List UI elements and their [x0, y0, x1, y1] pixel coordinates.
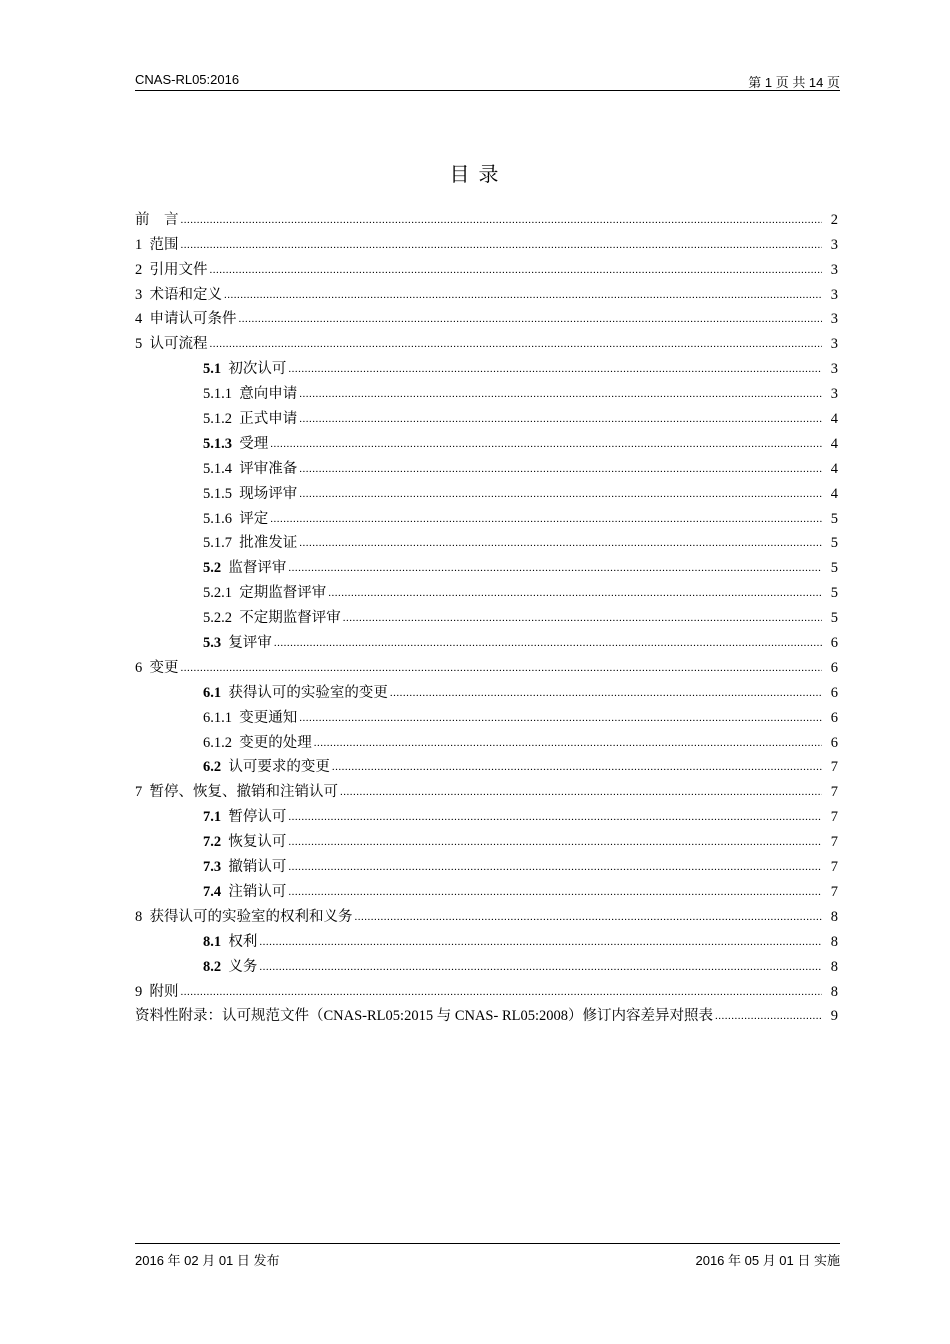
- toc-entry[interactable]: [135, 279, 838, 304]
- toc-entry[interactable]: [135, 776, 838, 801]
- toc-entry-text: 申请认可条件: [149, 311, 237, 328]
- toc-entry-text: 术语和定义: [149, 286, 222, 303]
- page-info: 第 1 页 共 14 页: [748, 75, 840, 90]
- toc-entry[interactable]: [135, 801, 838, 826]
- toc-entry-number: 5.1.6: [203, 510, 232, 527]
- toc-page-number: 8: [830, 933, 838, 950]
- toc-entry-label: [203, 360, 286, 378]
- toc-page-number: 7: [830, 784, 838, 801]
- toc-entry[interactable]: [135, 304, 838, 329]
- toc-entry-label: [203, 958, 257, 976]
- toc-entry-number: 5.2.2: [203, 610, 232, 627]
- toc-page-number: 4: [830, 460, 838, 477]
- toc-entry[interactable]: [135, 901, 838, 926]
- toc-entry-label: [203, 435, 268, 453]
- toc-entry-number: 8: [135, 908, 143, 925]
- toc-entry-number: 3: [135, 286, 143, 303]
- toc-entry[interactable]: [135, 951, 838, 976]
- toc-entry-text: 不定期监督评审: [239, 610, 341, 627]
- toc-leader-dots: [181, 210, 823, 229]
- toc-entry-text: 暂停认可: [228, 809, 287, 826]
- toc-entry-number: 1: [135, 236, 143, 253]
- toc-page-number: 3: [830, 261, 838, 278]
- toc-entry-text: 言: [164, 211, 179, 228]
- toc-entry[interactable]: [135, 453, 838, 478]
- toc-entry-label: [135, 983, 179, 1001]
- toc-entry-number: 5.1.4: [203, 460, 232, 477]
- toc-page-number: 6: [830, 659, 838, 676]
- toc-entry-text: 暂停、恢复、撤销和注销认可: [149, 784, 338, 801]
- toc-leader-dots: [210, 334, 823, 353]
- toc-entry-number: 5.1.2: [203, 411, 232, 428]
- toc-leader-dots: [259, 957, 822, 976]
- toc-leader-dots: [299, 384, 822, 403]
- toc-leader-dots: [715, 1006, 822, 1025]
- toc-entry-number: 6.1: [203, 684, 222, 701]
- toc-entry-text: 认可规范文件（CNAS-RL05:2015 与 CNAS- RL05:2008）修订内容差异对照表: [222, 1008, 714, 1025]
- toc-entry-text: 正式申请: [239, 411, 298, 428]
- toc-entry[interactable]: [135, 503, 838, 528]
- toc-entry[interactable]: [135, 353, 838, 378]
- toc-leader-dots: [288, 807, 822, 826]
- toc-leader-dots: [288, 832, 822, 851]
- toc-leader-dots: [340, 782, 822, 801]
- toc-page-number: 6: [830, 684, 838, 701]
- toc-leader-dots: [274, 633, 822, 652]
- toc-entry-number: 6.1.1: [203, 709, 232, 726]
- toc-page-number: 8: [830, 958, 838, 975]
- toc-entry-text: 附则: [149, 983, 179, 1000]
- toc-entry-label: [203, 758, 330, 776]
- toc-entry[interactable]: [135, 254, 838, 279]
- toc-page-number: 6: [830, 635, 838, 652]
- toc-page-number: 7: [830, 809, 838, 826]
- toc-entry-number: 7.2: [203, 834, 222, 851]
- publish-date: 2016 年 02 月 01 日 发布: [135, 1253, 280, 1268]
- toc-entry-text: 意向申请: [239, 386, 298, 403]
- toc-page-number: 6: [830, 734, 838, 751]
- toc-entry[interactable]: [135, 378, 838, 403]
- toc-entry[interactable]: [135, 826, 838, 851]
- toc-entry-label: [203, 410, 297, 428]
- toc-entry-text: 监督评审: [228, 560, 287, 577]
- toc-page-number: 3: [830, 361, 838, 378]
- toc-leader-dots: [299, 409, 822, 428]
- toc-entry-number: 5.1: [203, 361, 222, 378]
- toc-entry-label: [135, 236, 179, 254]
- toc-entry-label: [135, 783, 338, 801]
- toc-entry-label: [203, 684, 388, 702]
- toc-entry[interactable]: [135, 428, 838, 453]
- toc-entry-label: [203, 634, 272, 652]
- toc-entry[interactable]: [135, 652, 838, 677]
- toc-entry-number: 5.3: [203, 635, 222, 652]
- toc-entry[interactable]: [135, 577, 838, 602]
- toc-entry-label: [135, 1007, 713, 1025]
- toc-entry-label: [203, 883, 286, 901]
- toc-entry-number: 5.1.5: [203, 485, 232, 502]
- toc-page-number: 5: [830, 610, 838, 627]
- toc-leader-dots: [181, 982, 823, 1001]
- toc-entry-text: 获得认可的实验室的权利和义务: [149, 908, 353, 925]
- toc-entry[interactable]: [135, 328, 838, 353]
- toc-entry-text: 获得认可的实验室的变更: [228, 684, 388, 701]
- toc-entry-number: 5.1.7: [203, 535, 232, 552]
- toc-entry-label: [135, 908, 353, 926]
- toc-leader-dots: [239, 309, 823, 328]
- toc-entry[interactable]: [135, 976, 838, 1001]
- toc-entry-label: [135, 310, 237, 328]
- toc-entry-number: 前: [135, 211, 150, 228]
- toc-entry-label: [203, 734, 312, 752]
- toc-entry-number: 7.3: [203, 859, 222, 876]
- table-of-contents: [135, 204, 838, 1025]
- toc-entry-text: 现场评审: [239, 485, 298, 502]
- toc-entry-number: 7.1: [203, 809, 222, 826]
- toc-page-number: 3: [830, 386, 838, 403]
- toc-leader-dots: [181, 658, 823, 677]
- toc-entry-number: 5.2.1: [203, 585, 232, 602]
- toc-page-number: 7: [830, 883, 838, 900]
- toc-entry[interactable]: [135, 702, 838, 727]
- toc-entry-label: [203, 609, 341, 627]
- toc-title: 目 录: [449, 164, 501, 186]
- toc-entry-text: 变更通知: [239, 709, 298, 726]
- toc-entry-text: 引用文件: [149, 261, 208, 278]
- toc-entry[interactable]: [135, 602, 838, 627]
- toc-entry-label: [203, 460, 297, 478]
- toc-leader-dots: [288, 558, 822, 577]
- toc-entry-text: 撤销认可: [228, 859, 287, 876]
- toc-leader-dots: [259, 932, 822, 951]
- toc-entry-text: 评审准备: [239, 460, 298, 477]
- toc-page-number: 7: [830, 834, 838, 851]
- toc-entry-number: 6.1.2: [203, 734, 232, 751]
- toc-page-number: 4: [830, 435, 838, 452]
- toc-entry-label: [135, 261, 208, 279]
- toc-entry-label: [203, 510, 268, 528]
- toc-entry-number: 6: [135, 659, 143, 676]
- toc-entry-label: [203, 534, 297, 552]
- toc-page-number: 2: [830, 211, 838, 228]
- toc-entry-label: [135, 211, 179, 229]
- toc-entry-label: [203, 833, 286, 851]
- toc-leader-dots: [210, 260, 823, 279]
- toc-entry-number: 8.2: [203, 958, 222, 975]
- toc-entry-label: [203, 485, 297, 503]
- toc-leader-dots: [314, 733, 822, 752]
- toc-entry-label: [203, 709, 297, 727]
- toc-page-number: 9: [830, 1008, 838, 1025]
- toc-entry[interactable]: [135, 528, 838, 553]
- toc-entry-number: 4: [135, 311, 143, 328]
- toc-leader-dots: [299, 533, 822, 552]
- toc-entry-number: 5.1.3: [203, 435, 232, 452]
- toc-page-number: 6: [830, 709, 838, 726]
- toc-entry-number: 6.2: [203, 759, 222, 776]
- toc-entry[interactable]: [135, 229, 838, 254]
- toc-entry-text: 评定: [239, 510, 269, 527]
- toc-page-number: 8: [830, 983, 838, 1000]
- toc-entry-number: 5.2: [203, 560, 222, 577]
- toc-entry[interactable]: [135, 403, 838, 428]
- toc-entry-number: 9: [135, 983, 143, 1000]
- toc-entry-number: 资料性附录：: [135, 1008, 222, 1025]
- toc-leader-dots: [288, 857, 822, 876]
- toc-leader-dots: [343, 608, 822, 627]
- toc-entry-text: 变更的处理: [239, 734, 312, 751]
- page-header: [135, 70, 840, 91]
- toc-entry-number: 2: [135, 261, 143, 278]
- toc-entry[interactable]: [135, 1001, 838, 1026]
- toc-leader-dots: [288, 882, 822, 901]
- toc-entry[interactable]: [135, 552, 838, 577]
- toc-entry[interactable]: [135, 876, 838, 901]
- toc-entry-number: 5.1.1: [203, 386, 232, 403]
- toc-entry-number: 7.4: [203, 883, 222, 900]
- toc-page-number: 5: [830, 560, 838, 577]
- document-id: CNAS-RL05:2016: [135, 72, 240, 87]
- toc-page-number: 4: [830, 485, 838, 502]
- toc-page-number: 5: [830, 510, 838, 527]
- toc-entry[interactable]: [135, 627, 838, 652]
- toc-page-number: 7: [830, 859, 838, 876]
- toc-page-number: 3: [830, 336, 838, 353]
- toc-leader-dots: [270, 509, 822, 528]
- toc-leader-dots: [390, 683, 822, 702]
- toc-leader-dots: [299, 484, 822, 503]
- toc-leader-dots: [288, 359, 822, 378]
- toc-leader-dots: [181, 235, 823, 254]
- toc-entry-text: 初次认可: [228, 361, 287, 378]
- toc-entry-text: 权利: [228, 933, 258, 950]
- toc-page-number: 3: [830, 286, 838, 303]
- toc-entry[interactable]: [135, 851, 838, 876]
- toc-page-number: 8: [830, 908, 838, 925]
- toc-entry[interactable]: [135, 677, 838, 702]
- toc-leader-dots: [355, 907, 823, 926]
- toc-page-number: 3: [830, 311, 838, 328]
- toc-entry-label: [203, 808, 286, 826]
- toc-entry-text: 批准发证: [239, 535, 298, 552]
- toc-entry[interactable]: [135, 478, 838, 503]
- toc-entry-text: 范围: [149, 236, 179, 253]
- toc-page-number: 3: [830, 236, 838, 253]
- toc-entry-text: 认可要求的变更: [228, 759, 330, 776]
- toc-entry-text: 复评审: [228, 635, 272, 652]
- implement-date: 2016 年 05 月 01 日 实施: [695, 1253, 840, 1268]
- toc-entry-label: [203, 559, 286, 577]
- toc-entry-number: 5: [135, 336, 143, 353]
- toc-entry-label: [135, 335, 208, 353]
- toc-entry-text: 注销认可: [228, 883, 287, 900]
- toc-entry-label: [203, 933, 257, 951]
- toc-leader-dots: [299, 708, 822, 727]
- toc-entry-text: 认可流程: [149, 336, 208, 353]
- toc-leader-dots: [270, 434, 822, 453]
- toc-entry-text: 义务: [228, 958, 258, 975]
- toc-entry[interactable]: [135, 727, 838, 752]
- toc-entry-text: 受理: [239, 435, 269, 452]
- toc-entry-number: 8.1: [203, 933, 222, 950]
- toc-entry[interactable]: [135, 926, 838, 951]
- toc-leader-dots: [328, 583, 822, 602]
- toc-entry-label: [203, 584, 326, 602]
- toc-leader-dots: [299, 459, 822, 478]
- toc-page-number: 5: [830, 585, 838, 602]
- toc-page-number: 7: [830, 759, 838, 776]
- toc-entry[interactable]: [135, 752, 838, 777]
- toc-leader-dots: [224, 285, 822, 304]
- toc-entry-label: [203, 385, 297, 403]
- toc-leader-dots: [332, 757, 822, 776]
- toc-entry-text: 恢复认可: [228, 834, 287, 851]
- page-footer: [135, 1243, 840, 1268]
- toc-entry-number: 7: [135, 784, 143, 801]
- toc-entry-text: 定期监督评审: [239, 585, 327, 602]
- toc-entry-text: 变更: [149, 659, 179, 676]
- toc-entry[interactable]: [135, 204, 838, 229]
- toc-entry-label: [203, 858, 286, 876]
- toc-page-number: 5: [830, 535, 838, 552]
- toc-entry-label: [135, 286, 222, 304]
- toc-page-number: 4: [830, 411, 838, 428]
- toc-entry-label: [135, 659, 179, 677]
